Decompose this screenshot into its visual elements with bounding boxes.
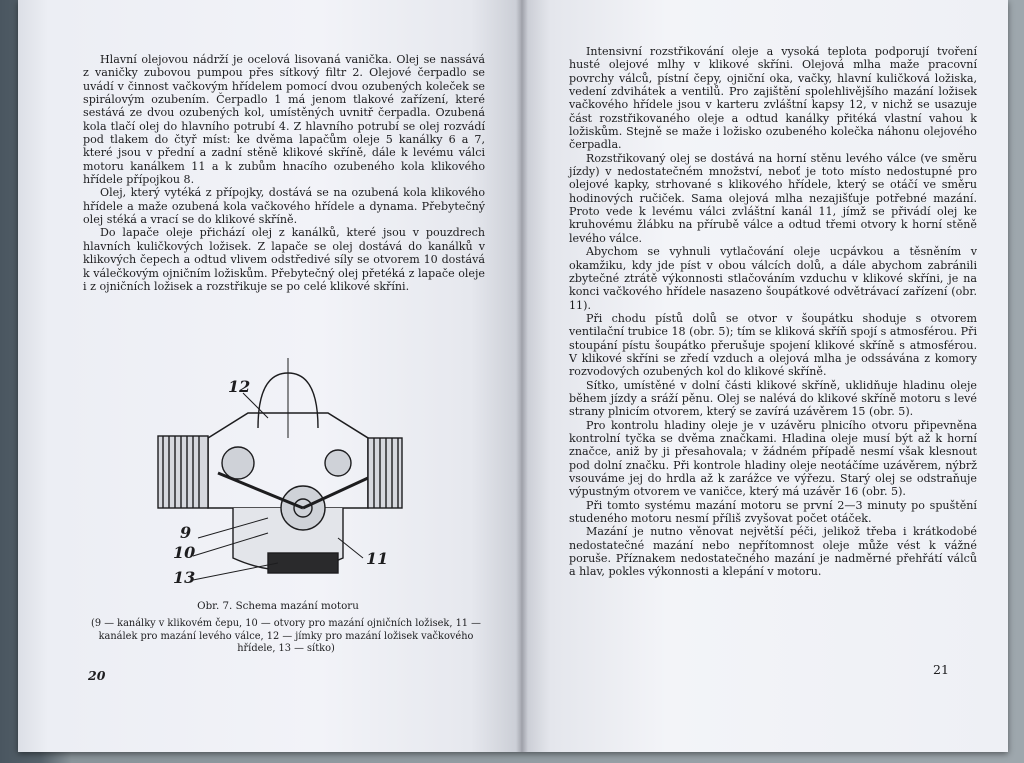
right-cylinder-fins <box>368 438 402 508</box>
left-paragraph-3: Do lapače oleje přichází olej z kanálků, které jsou v pouzdrech hlavních kuličkových ložisek. Z lapače se olej dostává do kanálků v klikových čepech a odtud vlivem odstředivé síly se otvorem 10 dostává k válečkovým ojničním ložiskům. Přebytečný olej přetéká z lapače oleje i z ojničních ložisek a rozstřikuje se po celé klikové skříni. <box>83 226 485 293</box>
right-paragraph-1: Intensivní rozstřikování oleje a vysoká teplota podporují tvoření husté olejové mlhy v klikové skříni. Olejová mlha maže pracovní povrchy válců, pístní čepy, ojniční oka, vačky, hlavní kuličková ložiska, vedení zdvihátek a ventilů. Pro zajištění spolehlivějšího mazání ložisek vačkového hřídele jsou v karteru zvláštní kapsy 12, v nichž se usazuje část rozstřikovaného oleje a odtud kanálky přitéká vlastní vahou k ložiskům. Stejně se maže i ložisko ozubeného kolečka náhonu olejového čerpadla. <box>569 45 977 152</box>
right-paragraph-2: Rozstřikovaný olej se dostává na horní stěnu levého válce (ve směru jízdy) v nedostatečném množství, neboť je toto místo nedostupné pro olejové kapky, strhované s klikového hřídele, který se otáčí ve směru hodinových ručiček. Sama olejová mlha nezajišťuje potřebné mazání. Proto vede k levému válci zvláštní kanál 11, jímž se přivádí olej ke kruhovému žlábku na přírubě válce a odtud třemi otvory k horní stěně levého válce. <box>569 151 977 245</box>
figure-caption: (9 — kanálky v klikovém čepu, 10 — otvory pro mazání ojničních ložisek, 11 — kanálek pro mazání levého válce, 12 — jímky pro mazání ložisek vačkového hřídele, 13 — sítko) <box>91 618 481 655</box>
left-page <box>18 0 521 752</box>
left-paragraph-2: Olej, který vytéká z přípojky, dostává se na ozubená kola klikového hřídele a maže ozubená kola vačkového hřídele a dynama. Přebytečný olej stéká a vrací se do klikové skříně. <box>83 186 485 227</box>
engine-lubrication-diagram <box>138 358 408 598</box>
label-9: 9 <box>180 523 192 542</box>
page-number-right: 21 <box>933 662 949 677</box>
book-gutter <box>516 0 528 752</box>
label-11: 11 <box>366 549 389 568</box>
left-text-column <box>83 53 485 293</box>
right-paragraph-8: Mazání je nutno věnovat největší péči, jelikož třeba i krátkodobé nedostatečné mazání nebo nepřítomnost oleje může vést k vážné poruše. Příznakem nedostatečného mazání je nadměrné přehřátí válců a hlav, pokles výkonnosti a klepání v motoru. <box>569 525 977 579</box>
right-text-column <box>569 45 977 579</box>
label-10: 10 <box>173 543 196 562</box>
label-12: 12 <box>228 377 251 396</box>
label-13: 13 <box>173 568 196 587</box>
right-paragraph-6: Pro kontrolu hladiny oleje je v uzávěru plnicího otvoru připevněna kontrolní tyčka se dvěma značkami. Hladina oleje musí být až k horní značce, aniž by ji přesahovala; v žádném případě nesmí však klesnout pod dolní značku. Při kontrole hladiny oleje neotáčíme uzávěrem, nýbrž vsouváme jej do hrdla až k zarážce ve výřezu. Starý olej se odstraňuje výpustným otvorem ve vaničce, který má uzávěr 16 (obr. 5). <box>569 418 977 499</box>
right-paragraph-7: Při tomto systému mazání motoru se první 2—3 minuty po spuštění studeného motoru nesmí příliš zvyšovat počet otáček. <box>569 498 977 526</box>
figure-title: Obr. 7. Schema mazání motoru <box>197 600 359 612</box>
right-page <box>521 0 1008 752</box>
open-book <box>18 0 1008 752</box>
right-paragraph-4: Při chodu pístů dolů se otvor v šoupátku shoduje s otvorem ventilační trubice 18 (obr. 5); tím se kliková skříň spojí s atmosférou. Při stoupání pístu šoupátko přerušuje spojení klikové skříně s atmosférou. V klikové skříni se zředí vzduch a olejová mlha je odssávána z komory rozvodových ozubených kol do klikové skříně. <box>569 311 977 379</box>
engine-cross-section-drawing <box>138 358 408 598</box>
right-paragraph-5: Sítko, umístěné v dolní části klikové skříně, uklidňuje hladinu oleje během jízdy a sráží pěnu. Olej se nalévá do klikové skříně motoru s levé strany plnicím otvorem, který se zavírá uzávěrem 15 (obr. 5). <box>569 378 977 419</box>
left-paragraph-1: Hlavní olejovou nádrží je ocelová lisovaná vanička. Olej se nassává z vaničky zubovou pumpou přes sítkový filtr 2. Olejové čerpadlo se uvádí v činnost vačkovým hřídelem pomocí dvou ozubených koleček se spirálovým ozubením. Čerpadlo 1 má jenom tlakové zařízení, které sestává ze dvou ozubených kol, umístěných uvnitř čerpadla. Ozubená kola tlačí olej do hlavního potrubí 4. Z hlavního potrubí se olej rozvádí pod tlakem do čtyř míst: ke dvěma lapačům oleje 5 kanálky 6 a 7, které jsou v přední a zadní stěně klikové skříně, dále k levému válci motoru kanálkem 11 a k zubům hnacího ozubeného kola klikového hřídele přípojkou 8. <box>83 53 485 187</box>
right-paragraph-3: Abychom se vyhnuli vytlačování oleje ucpávkou a těsněním v okamžiku, kdy jde píst v obou válcích dolů, a dále abychom zabránili zbytečné ztrátě výkonnosti stlačováním vzduchu v klikové skříni, je na konci vačkového hřídele nasazeno šoupátkové odvětrávací zařízení (obr. 11). <box>569 245 977 312</box>
page-number-left: 20 <box>88 668 106 683</box>
left-cylinder-fins <box>158 436 208 508</box>
